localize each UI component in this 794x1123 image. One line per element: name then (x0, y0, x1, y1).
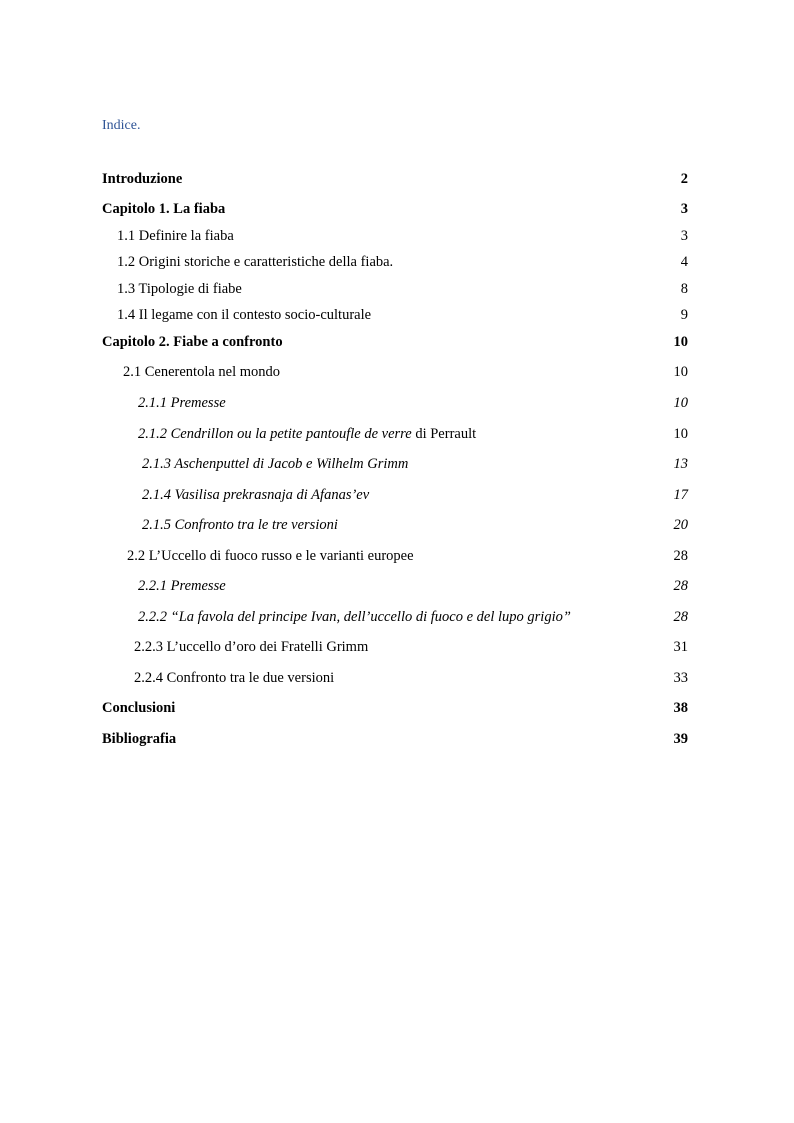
toc-entry-page: 10 (673, 364, 688, 380)
toc-entry-1-1[interactable] (0, 225, 794, 247)
toc-entry-label: 2.1.1 Premesse (138, 395, 226, 411)
toc-entry-2-2[interactable] (0, 545, 794, 567)
toc-entry-page: 28 (673, 548, 688, 564)
toc-entry-page: 10 (673, 395, 688, 411)
toc-entry-label: Introduzione (102, 171, 183, 187)
toc-entry-page: 3 (680, 201, 688, 217)
toc-entry-label: 2.1.4 Vasilisa prekrasnaja di Afanas’ev (142, 487, 370, 503)
toc-entry-2-1-1[interactable] (0, 392, 794, 414)
toc-entry-label: 1.4 Il legame con il contesto socio-culturale (117, 307, 372, 323)
toc-entry-introduzione[interactable] (0, 168, 794, 190)
toc-entry-2-1[interactable] (0, 361, 794, 383)
toc-entry-label: Capitolo 1. La fiaba (102, 201, 226, 217)
toc-entry-page: 39 (673, 731, 688, 747)
toc-entry-label (138, 423, 476, 445)
toc-title: Indice. (102, 118, 141, 133)
toc-entry-label: 2.1.3 Aschenputtel di Jacob e Wilhelm Grimm (142, 456, 409, 472)
toc-entry-1-2[interactable] (0, 251, 794, 273)
toc-entry-page: 38 (673, 700, 688, 716)
toc-entry-label-rest: di Perrault (411, 426, 477, 442)
toc-entry-page: 31 (673, 639, 688, 655)
toc-entry-conclusioni[interactable] (0, 697, 794, 719)
toc-entry-1-3[interactable] (0, 278, 794, 300)
toc-entry-capitolo-2[interactable] (0, 331, 794, 353)
toc-entry-label: 2.1.5 Confronto tra le tre versioni (142, 517, 338, 533)
toc-entry-2-1-5[interactable] (0, 514, 794, 536)
toc-entry-label: 1.1 Definire la fiaba (117, 228, 234, 244)
toc-entry-page: 17 (673, 487, 688, 503)
toc-entry-2-1-3[interactable] (0, 453, 794, 475)
toc-entry-page: 10 (673, 426, 688, 442)
toc-entry-page: 8 (680, 281, 688, 297)
toc-entry-page: 2 (680, 171, 688, 187)
toc-entry-label: Conclusioni (102, 700, 176, 716)
toc-entry-page: 28 (673, 609, 688, 625)
toc-entry-2-1-4[interactable] (0, 484, 794, 506)
toc-entry-label: 2.2.3 L’uccello d’oro dei Fratelli Grimm (134, 639, 369, 655)
toc-entry-capitolo-1[interactable] (0, 198, 794, 220)
toc-entry-page: 9 (680, 307, 688, 323)
toc-entry-bibliografia[interactable] (0, 728, 794, 750)
toc-entry-2-2-4[interactable] (0, 667, 794, 689)
toc-entry-page: 13 (673, 456, 688, 472)
toc-entry-1-4[interactable] (0, 304, 794, 326)
toc-entry-label: 2.1 Cenerentola nel mondo (123, 364, 281, 380)
toc-entry-page: 28 (673, 578, 688, 594)
toc-entry-label: Bibliografia (102, 731, 177, 747)
toc-entry-2-2-3[interactable] (0, 636, 794, 658)
toc-entry-2-1-2[interactable] (0, 423, 794, 445)
toc-entry-page: 10 (673, 334, 688, 350)
toc-entry-2-2-1[interactable] (0, 575, 794, 597)
toc-entry-label: 2.2.2 “La favola del principe Ivan, dell’uccello di fuoco e del lupo grigio” (138, 609, 571, 625)
toc-entry-label-italic: 2.1.2 Cendrillon ou la petite pantoufle de verre (138, 426, 412, 442)
toc-entry-page: 4 (680, 254, 688, 270)
toc-entry-label: Capitolo 2. Fiabe a confronto (102, 334, 283, 350)
toc-entry-label: 1.3 Tipologie di fiabe (117, 281, 242, 297)
toc-entry-page: 20 (673, 517, 688, 533)
toc-entry-page: 3 (680, 228, 688, 244)
toc-entry-label: 1.2 Origini storiche e caratteristiche della fiaba. (117, 254, 394, 270)
toc-entry-label: 2.2.1 Premesse (138, 578, 226, 594)
toc-entry-2-2-2[interactable] (0, 606, 794, 628)
toc-entry-label: 2.2 L’Uccello di fuoco russo e le varianti europee (127, 548, 414, 564)
toc-entry-label: 2.2.4 Confronto tra le due versioni (134, 670, 335, 686)
toc-entry-page: 33 (673, 670, 688, 686)
